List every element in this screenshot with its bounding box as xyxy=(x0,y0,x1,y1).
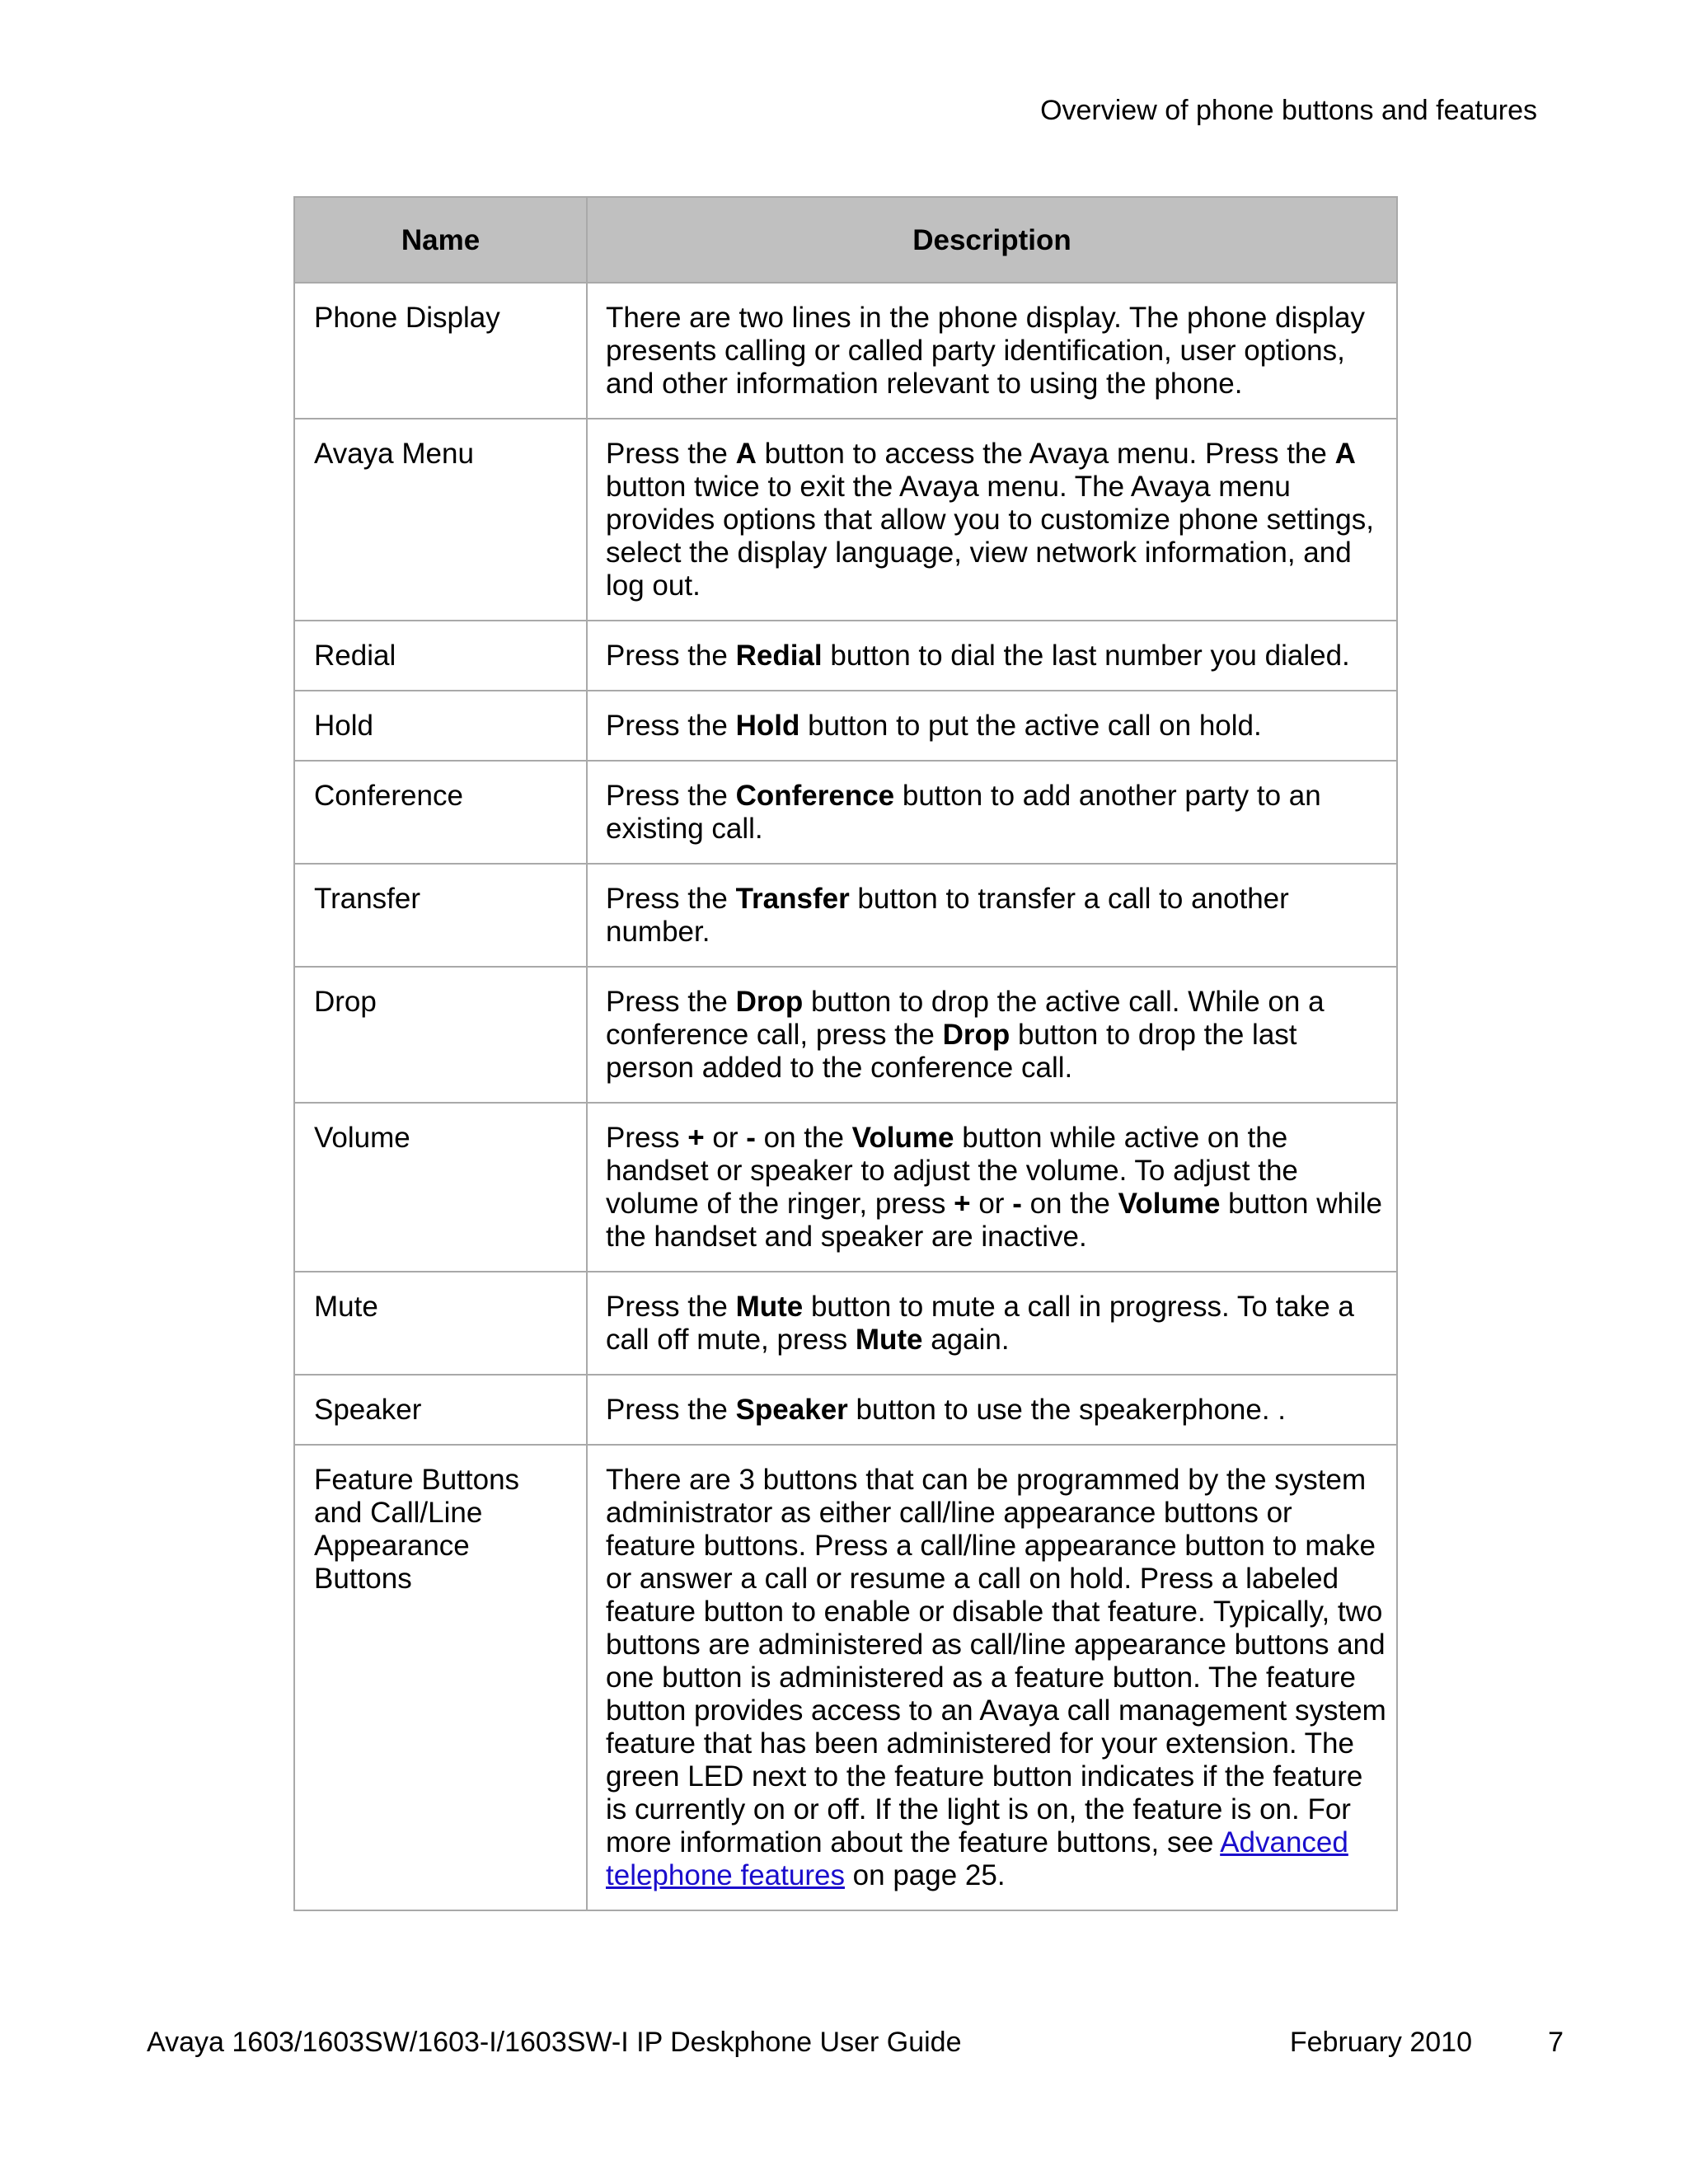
table-row xyxy=(294,761,1397,864)
feature-name-cell: Redial xyxy=(294,621,587,691)
description-text: There are two lines in the phone display. The phone display presents calling or called party identification, user options, and other information relevant to using the phone. xyxy=(606,302,1365,400)
feature-description-cell xyxy=(587,621,1397,691)
feature-name-cell: Volume xyxy=(294,1103,587,1272)
table-row xyxy=(294,1103,1397,1272)
feature-description-cell xyxy=(587,1375,1397,1445)
description-text: button to dial the last number you dialed. xyxy=(822,640,1350,672)
feature-description-cell xyxy=(587,967,1397,1103)
features-table-container xyxy=(293,196,1396,1911)
description-text: Press the xyxy=(606,883,736,915)
description-text: Press the xyxy=(606,710,736,742)
description-text: or xyxy=(970,1188,1013,1220)
feature-name-cell: Feature Buttons and Call/Line Appearance Buttons xyxy=(294,1445,587,1910)
description-text: Press the xyxy=(606,1394,736,1426)
table-body xyxy=(294,283,1397,1910)
cross-reference-link[interactable]: Advanced telephone features xyxy=(606,1826,1348,1891)
description-text: Press the xyxy=(606,640,736,672)
table-row xyxy=(294,283,1397,419)
description-text: on the xyxy=(1021,1188,1118,1220)
bold-button-name: Volume xyxy=(851,1122,954,1154)
bold-button-name: Hold xyxy=(735,710,800,742)
table-row xyxy=(294,864,1397,967)
footer-date xyxy=(1290,2026,1518,2059)
description-text: Press the xyxy=(606,438,736,470)
feature-name-cell: Speaker xyxy=(294,1375,587,1445)
table-row xyxy=(294,621,1397,691)
description-text: Press xyxy=(606,1122,688,1154)
bold-button-name: Mute xyxy=(855,1324,923,1356)
table-header-row xyxy=(294,197,1397,283)
description-text: button while the handset and speaker are inactive. xyxy=(606,1188,1382,1253)
bold-button-name: Transfer xyxy=(735,883,850,915)
description-text: button to mute a call in progress. To take a call off mute, press xyxy=(606,1291,1354,1356)
description-text: There are 3 buttons that can be programmed by the system administrator as either call/line appearance buttons or feature buttons. Press a call/line appearance button to make or answer a call or resume a call on hold. Press a labeled feature button to enable or disable that feature. Typically, two buttons are administered as call/line appearance buttons and one button is administered as a feature button. The feature button provides access to an Avaya call management system feature that has been administered for your extension. The green LED next to the feature button indicates if the feature is currently on or off. If the light is on, the feature is on. For more information about the feature buttons, see xyxy=(606,1464,1386,1858)
features-table xyxy=(293,196,1398,1911)
footer-date-text: February 2010 xyxy=(1289,2027,1472,2058)
feature-description-cell xyxy=(587,1445,1397,1910)
feature-description-cell xyxy=(587,1272,1397,1375)
bold-button-name: + xyxy=(954,1188,971,1220)
bold-button-name: Drop xyxy=(735,986,804,1018)
bold-button-name: A xyxy=(735,438,757,470)
feature-name-cell: Conference xyxy=(294,761,587,864)
feature-name-cell: Avaya Menu xyxy=(294,419,587,621)
feature-name-cell: Hold xyxy=(294,691,587,761)
description-text: button to transfer a call to another number. xyxy=(606,883,1289,948)
feature-description-cell xyxy=(587,691,1397,761)
bold-button-name: Speaker xyxy=(735,1394,848,1426)
bold-button-name: - xyxy=(1012,1188,1022,1220)
feature-description-cell xyxy=(587,761,1397,864)
description-text: or xyxy=(704,1122,747,1154)
column-header-description: Description xyxy=(587,197,1397,283)
description-text: Press the xyxy=(606,986,736,1018)
description-text: Press the xyxy=(606,1291,736,1323)
description-text: button to access the Avaya menu. Press the xyxy=(756,438,1335,470)
feature-description-cell xyxy=(587,419,1397,621)
description-text: Press the xyxy=(606,780,736,812)
running-header: Overview of phone buttons and features xyxy=(1040,95,1537,126)
feature-name-cell: Phone Display xyxy=(294,283,587,419)
bold-button-name: Redial xyxy=(735,640,823,672)
footer-document-title: Avaya 1603/1603SW/1603-I/1603SW-I IP Deskphone User Guide xyxy=(147,2027,962,2058)
feature-description-cell xyxy=(587,283,1397,419)
table-row xyxy=(294,967,1397,1103)
bold-button-name: - xyxy=(746,1122,756,1154)
feature-description-cell xyxy=(587,1103,1397,1272)
description-text: button to drop the last person added to the conference call. xyxy=(606,1019,1297,1084)
description-text: on page 25. xyxy=(844,1859,1006,1891)
description-text: button twice to exit the Avaya menu. The Avaya menu provides options that allow you to customize phone settings, select the display language, view network information, and log out. xyxy=(606,471,1374,602)
bold-button-name: + xyxy=(687,1122,705,1154)
description-text: button to drop the active call. While on a conference call, press the xyxy=(606,986,1325,1051)
bold-button-name: Volume xyxy=(1118,1188,1221,1220)
feature-name-cell: Transfer xyxy=(294,864,587,967)
bold-button-name: Mute xyxy=(735,1291,804,1323)
table-row xyxy=(294,419,1397,621)
description-text: button to use the speakerphone. . xyxy=(847,1394,1287,1426)
description-text: on the xyxy=(755,1122,852,1154)
bold-button-name: A xyxy=(1334,438,1356,470)
feature-description-cell xyxy=(587,864,1397,967)
description-text: button to put the active call on hold. xyxy=(799,710,1262,742)
table-row xyxy=(294,1272,1397,1375)
description-text: button while active on the handset or speaker to adjust the volume. To adjust the volume of the ringer, press xyxy=(606,1122,1298,1220)
feature-name-cell: Drop xyxy=(294,967,587,1103)
table-row xyxy=(294,1375,1397,1445)
description-text: button to add another party to an existing call. xyxy=(606,780,1321,845)
table-row xyxy=(294,1445,1397,1910)
bold-button-name: Conference xyxy=(735,780,895,812)
feature-name-cell: Mute xyxy=(294,1272,587,1375)
footer-page-number: 7 xyxy=(1548,2027,1564,2058)
bold-button-name: Drop xyxy=(942,1019,1010,1051)
column-header-name: Name xyxy=(294,197,587,283)
description-text: again. xyxy=(922,1324,1010,1356)
table-row xyxy=(294,691,1397,761)
